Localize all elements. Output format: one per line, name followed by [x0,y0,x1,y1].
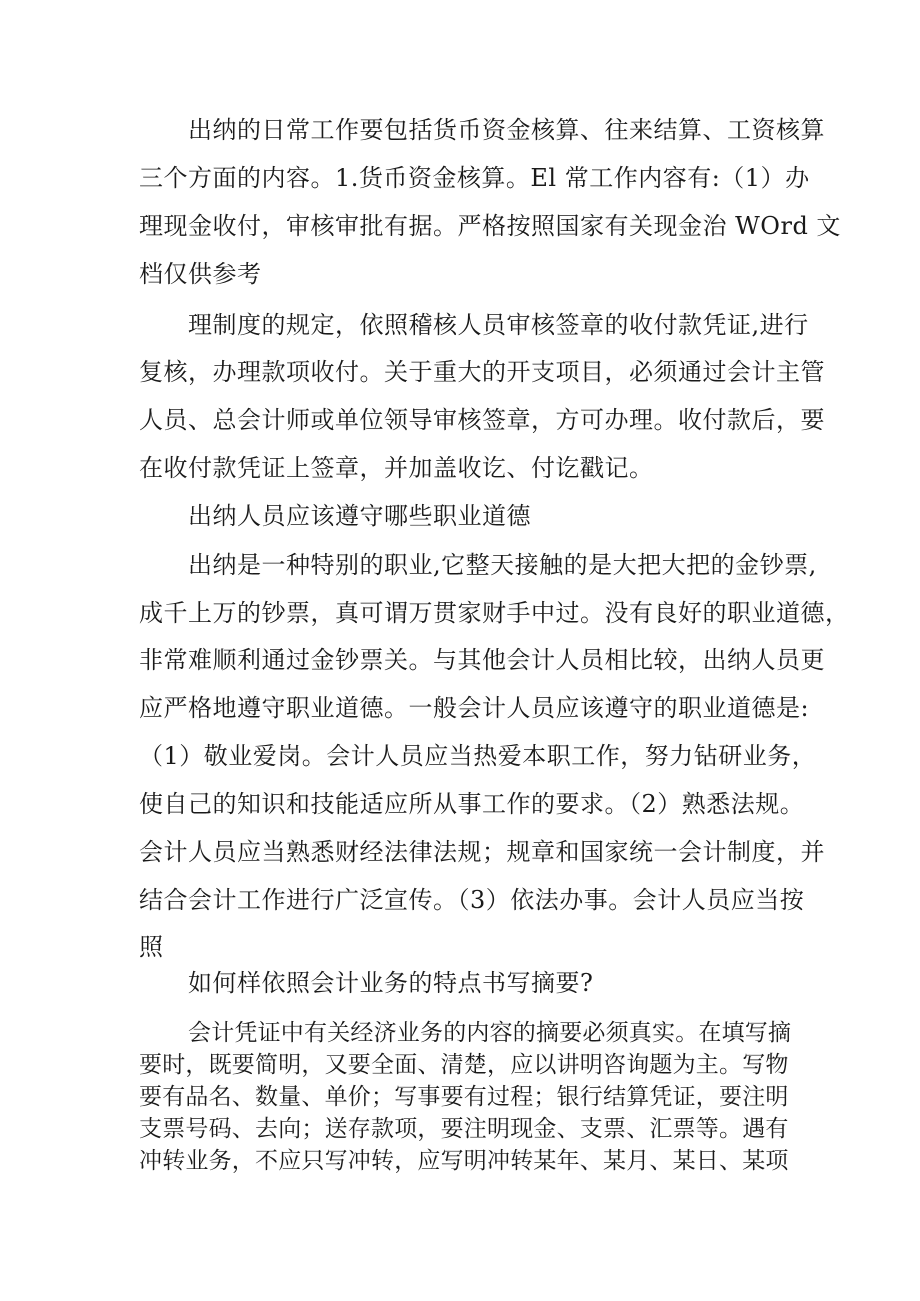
paragraph-3-line-3: 非常难顺利通过金钞票关。与其他会计人员相比较，出纳人员更 [139,646,825,674]
paragraph-1-line-1: 出纳的日常工作要包括货币资金核算、往来结算、工资核算 [188,116,825,144]
paragraph-3-line-2: 成千上万的钞票，真可谓万贯家财手中过。没有良好的职业道德， [139,599,850,627]
paragraph-1-line-4: 档仅供参考 [139,260,262,288]
paragraph-2-line-3: 人员、总会计师或单位领导审核签章，方可办理。收付款后，要 [139,406,825,434]
section-heading-summary: 如何样依照会计业务的特点书写摘要? [188,969,594,997]
paragraph-3-line-4: 应严格地遵守职业道德。一般会计人员应该遵守的职业道德是: [139,694,810,722]
paragraph-3-line-5: （1）敬业爱岗。会计人员应当热爱本职工作，努力钻研业务， [139,742,817,770]
paragraph-1-line-3: 理现金收付，审核审批有据。严格按照国家有关现金治 WOrd 文 [139,212,841,240]
paragraph-2-line-4: 在收付款凭证上签章，并加盖收讫、付讫戳记。 [139,454,654,482]
paragraph-2-line-2: 复核，办理款项收付。关于重大的开支项目，必须通过会计主管 [139,358,825,386]
paragraph-3-line-8: 结合会计工作进行广泛宣传。（3）依法办事。会计人员应当按 [139,886,805,914]
section-heading-ethics: 出纳人员应该遵守哪些职业道德 [188,502,531,530]
paragraph-3-line-1: 出纳是一种特别的职业,它整天接触的是大把大把的金钞票, [188,551,817,579]
paragraph-1-line-2: 三个方面的内容。1.货币资金核算。El 常工作内容有:（1）办 [139,164,810,192]
paragraph-2-line-1: 理制度的规定，依照稽核人员审核签章的收付款凭证,进行 [188,311,809,339]
paragraph-4-line-2: 要时，既要简明，又要全面、清楚，应以讲明咨询题为主。写物 [139,1052,789,1078]
paragraph-4-line-4: 支票号码、去向；送存款项，要注明现金、支票、汇票等。遇有 [139,1116,789,1142]
paragraph-4-line-3: 要有品名、数量、单价；写事要有过程；银行结算凭证，要注明 [139,1084,789,1110]
paragraph-3-line-6: 使自己的知识和技能适应所从事工作的要求。（2）熟悉法规。 [139,790,805,818]
paragraph-4-line-5: 冲转业务，不应只写冲转，应写明冲转某年、某月、某日、某项 [139,1148,789,1174]
paragraph-4-line-1: 会计凭证中有关经济业务的内容的摘要必须真实。在填写摘 [188,1020,792,1046]
paragraph-3-line-9: 照 [139,933,164,961]
paragraph-3-line-7: 会计人员应当熟悉财经法律法规；规章和国家统一会计制度，并 [139,838,825,866]
